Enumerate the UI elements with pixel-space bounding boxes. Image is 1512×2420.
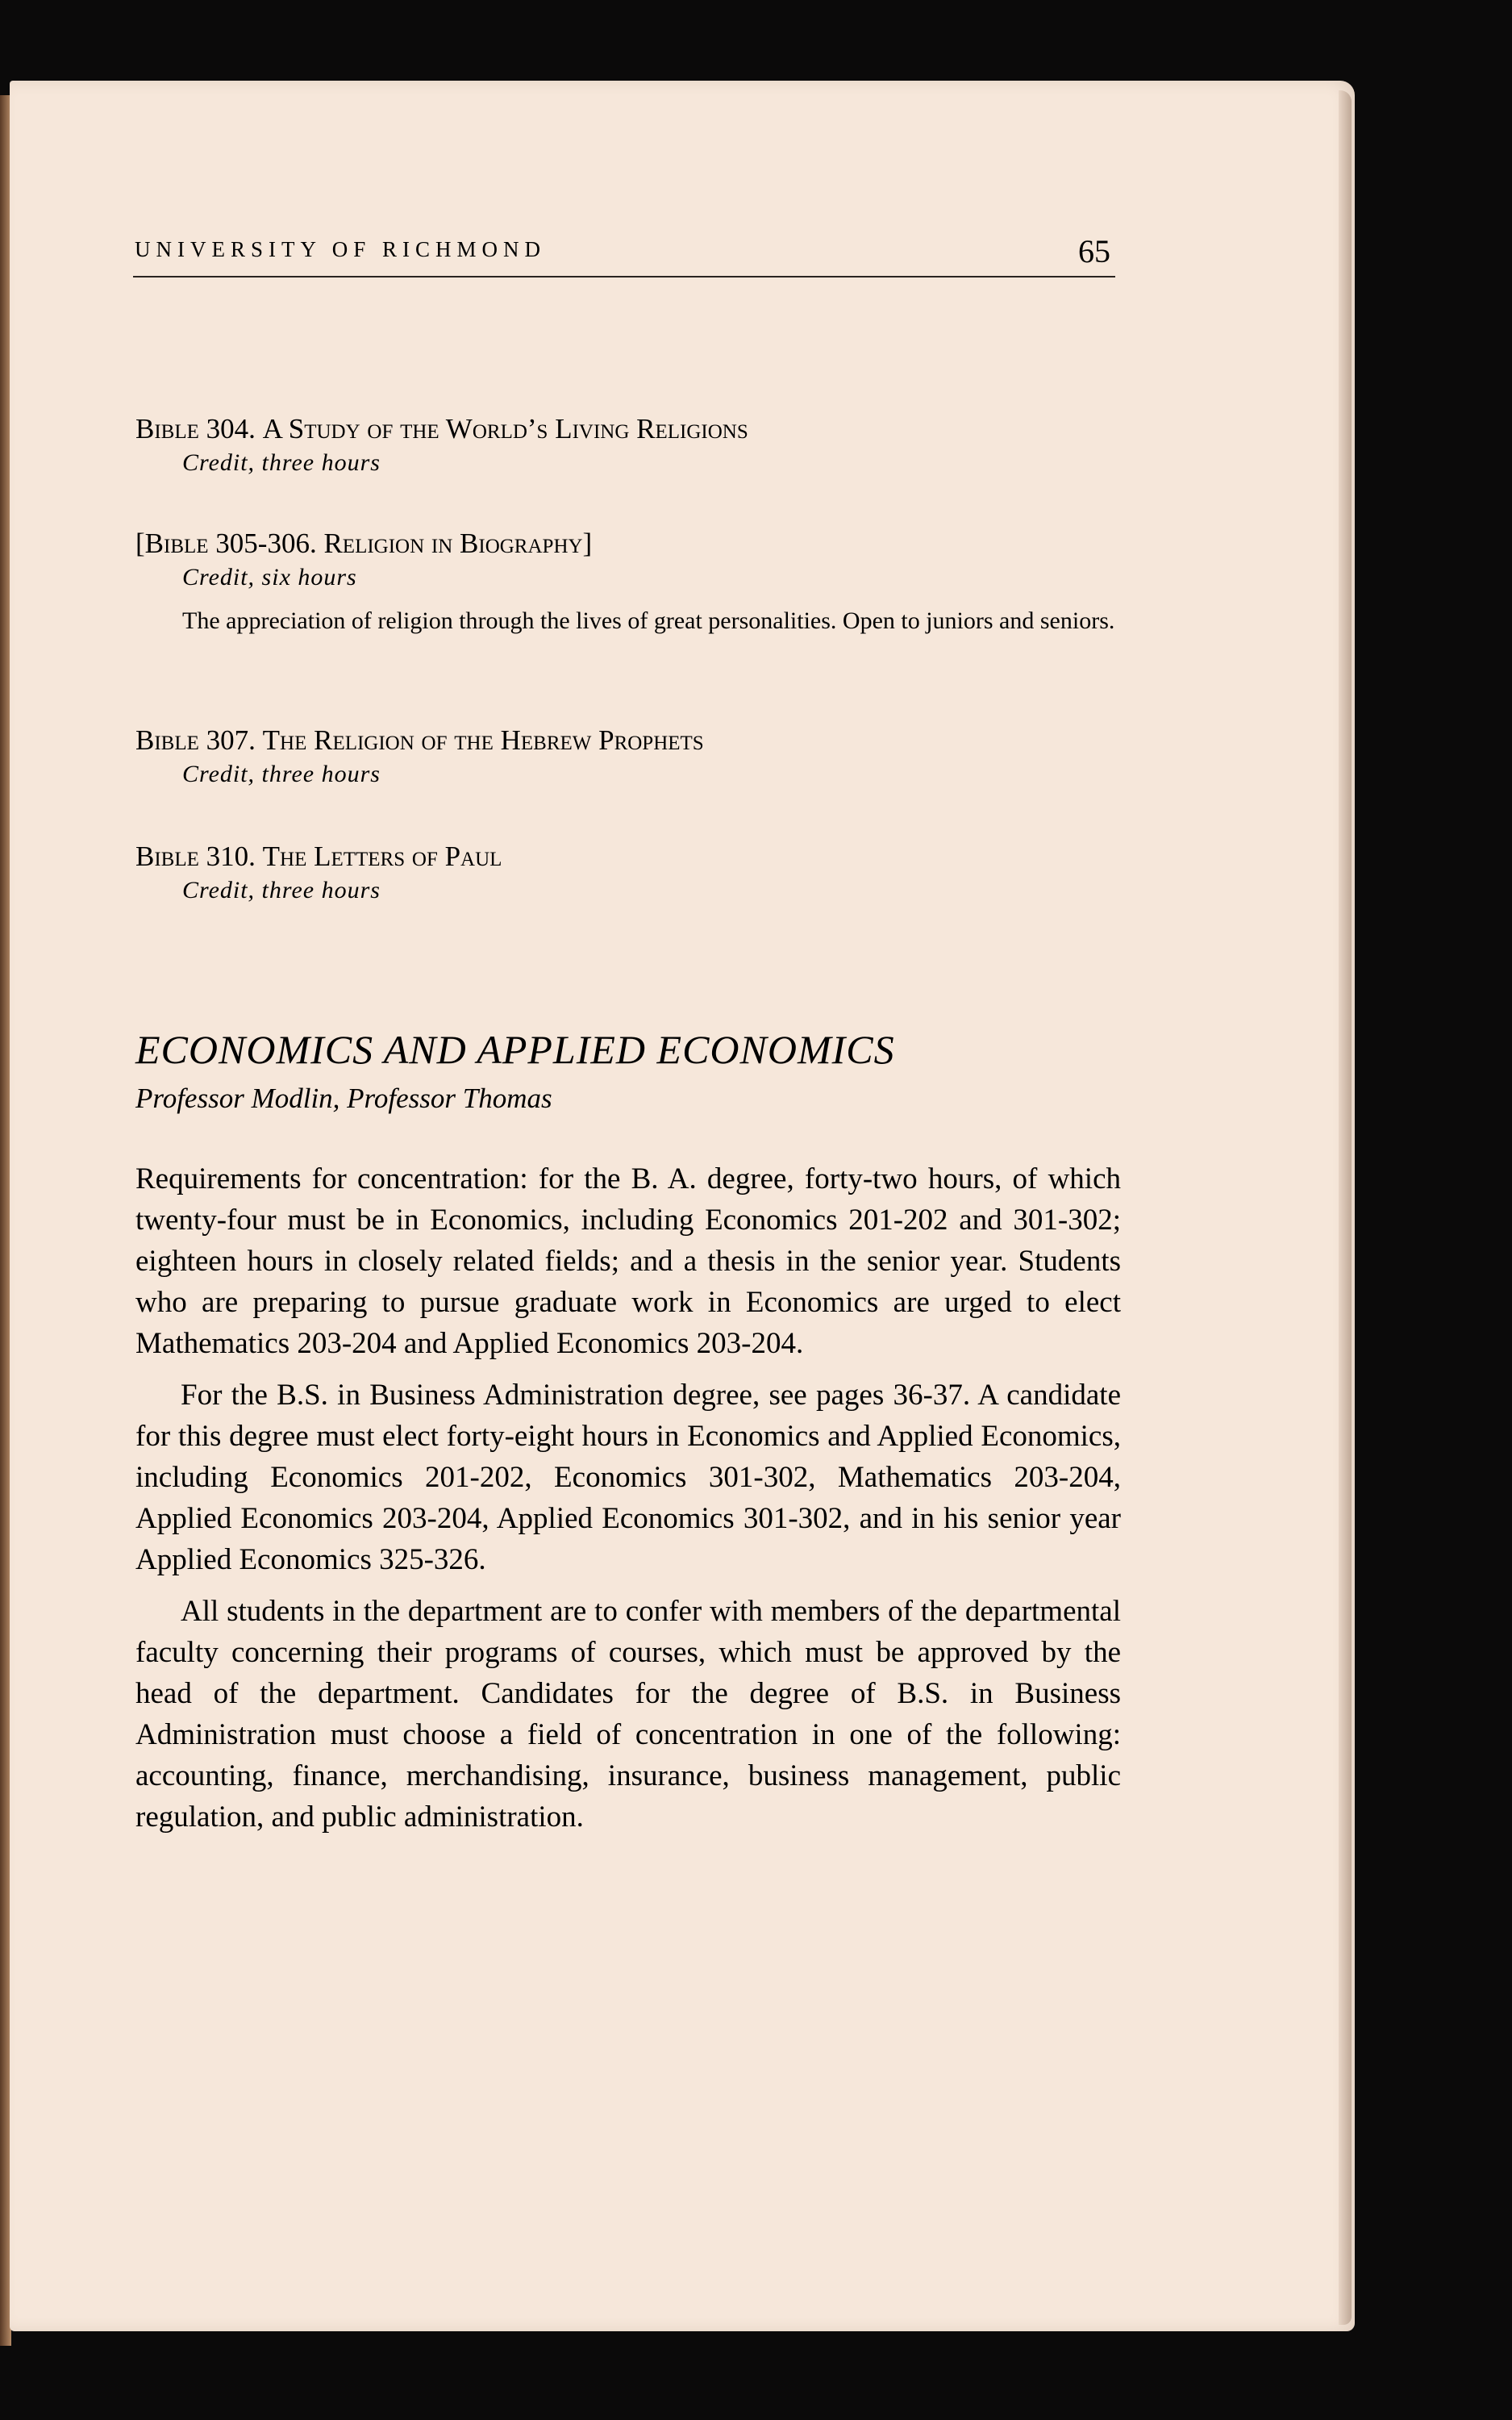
section-body (135, 1158, 1121, 1848)
section-professors: Professor Modlin, Professor Thomas (135, 1083, 552, 1114)
course-name: A Study of the World’s Living Religions (262, 413, 748, 444)
course-number: Bible 307. (135, 724, 256, 756)
section-heading: ECONOMICS AND APPLIED ECONOMICS (135, 1027, 895, 1072)
course-description: The appreciation of religion through the lives of great personalities. Open to juniors and seniors. (182, 607, 1115, 634)
course-title (135, 411, 1127, 447)
course-bible-310 (135, 839, 1127, 907)
paragraph: For the B.S. in Business Administration degree, see pages 36-37. A candidate for this degree must elect forty-eight hours in Economics and Applied Economics, including Economics 201-202, Economics 301-302, Mathematics 203-204, Applied Economics 203-204, Applied Economics 301-302, and in his senior year Applied Economics 325-326. (135, 1379, 1121, 1576)
course-title (135, 723, 1127, 758)
course-name: The Letters of Paul (262, 841, 502, 872)
paragraph: All students in the department are to confer with members of the departmental faculty concerning their programs of courses, which must be approved by the head of the department. Candidates for the degree of B.S. in Business Administration must choose a field of concentration in one of the following: accounting, finance, merchandising, insurance, business management, public regulation, and public administration. (135, 1595, 1121, 1834)
course-bible-304 (135, 411, 1127, 479)
course-title (135, 839, 1127, 874)
course-name: The Religion of the Hebrew Prophets (262, 724, 704, 756)
course-number: Bible 310. (135, 841, 256, 872)
course-name: Religion in Biography] (323, 528, 593, 559)
page-right-edge (1339, 90, 1352, 2325)
course-bible-305-306 (135, 526, 1127, 637)
course-title (135, 526, 1127, 561)
page-number: 65 (1078, 233, 1110, 269)
course-number: [Bible 305-306. (135, 528, 317, 559)
page-header (125, 227, 1115, 284)
header-rule (133, 276, 1115, 277)
course-credit: Credit, three hours (182, 761, 381, 787)
course-number: Bible 304. (135, 413, 256, 444)
running-head: UNIVERSITY OF RICHMOND (135, 237, 547, 261)
course-credit: Credit, six hours (182, 564, 357, 590)
course-bible-307 (135, 723, 1127, 791)
course-credit: Credit, three hours (182, 449, 381, 476)
course-credit: Credit, three hours (182, 877, 381, 903)
paragraph: Requirements for concentration: for the B. A. degree, forty-two hours, of which twenty-four must be in Economics, including Economics 201-202 and 301-302; eighteen hours in closely related fields; and a thesis in the senior year. Students who are preparing to pursue graduate work in Economics are urged to elect Mathematics 203-204 and Applied Economics 203-204. (135, 1162, 1121, 1360)
